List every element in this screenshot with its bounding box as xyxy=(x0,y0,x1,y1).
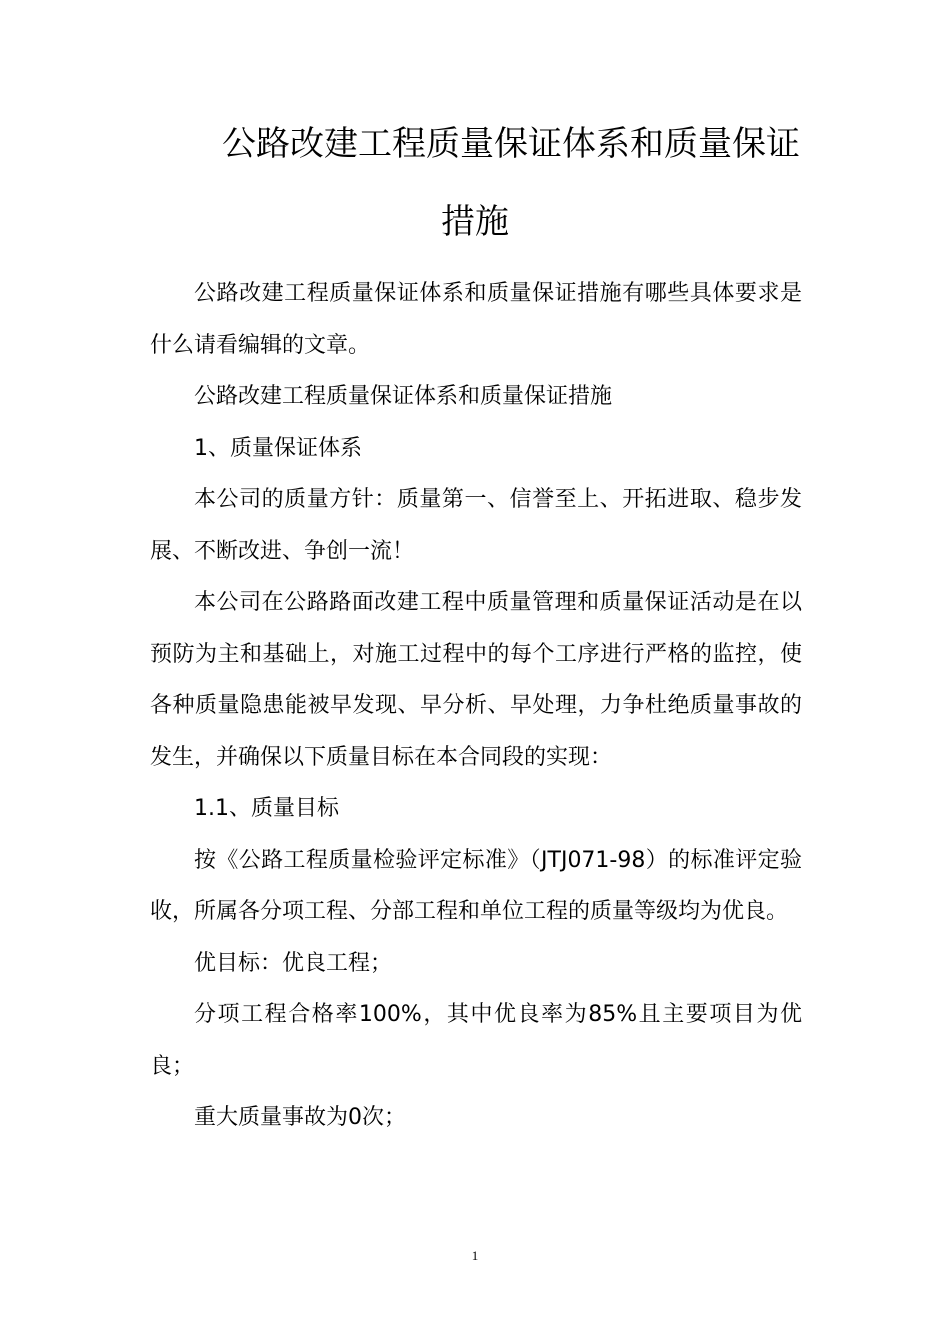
document-title-line-2: 措施 xyxy=(441,202,509,242)
quality-policy-paragraph: 本公司的质量方针：质量第一、信誉至上、开拓进取、稳步发展、不断改进、争创一流！ xyxy=(150,487,802,564)
acceptance-standard-paragraph: 按《公路工程质量检验评定标准》（JTJ071-98）的标准评定验收，所属各分项工程、分部工程和单位工程的质量等级均为优良。 xyxy=(150,847,802,924)
accident-target-paragraph: 重大质量事故为0次； xyxy=(194,1105,406,1130)
subsection-heading-1-1: 1.1、质量目标 xyxy=(194,796,339,821)
document-body xyxy=(150,268,802,1144)
pass-rate-paragraph: 分项工程合格率100%，其中优良率为85%且主要项目为优良； xyxy=(150,1002,802,1079)
section-heading: 公路改建工程质量保证体系和质量保证措施 xyxy=(194,384,613,409)
quality-management-paragraph: 本公司在公路路面改建工程中质量管理和质量保证活动是在以预防为主和基础上，对施工过程中的每个工序进行严格的监控，使各种质量隐患能被早发现、早分析、早处理，力争杜绝质量事故的发生，并确保以下质量目标在本合同段的实现： xyxy=(150,590,802,770)
subsection-heading-1: 1、质量保证体系 xyxy=(194,435,362,461)
document-title-line-1: 公路改建工程质量保证体系和质量保证 xyxy=(222,124,800,164)
intro-paragraph: 公路改建工程质量保证体系和质量保证措施有哪些具体要求是什么请看编辑的文章。 xyxy=(150,281,802,358)
page-number: 1 xyxy=(471,1248,479,1263)
target-paragraph: 优目标：优良工程； xyxy=(194,950,393,976)
